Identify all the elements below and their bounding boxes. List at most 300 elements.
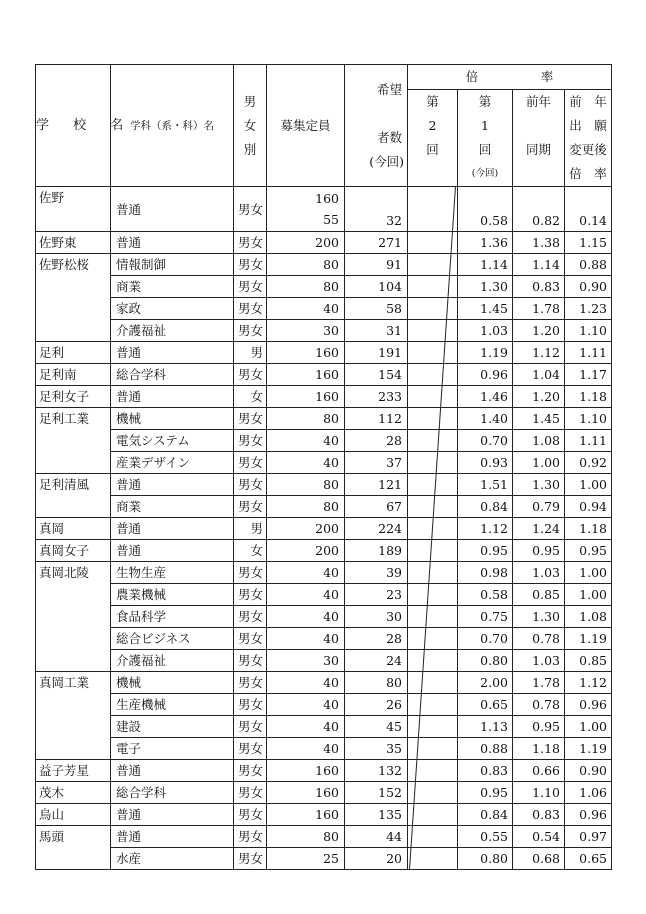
department-cell: 総合ビジネス bbox=[111, 628, 234, 650]
header-department: 学科（系・科）名 bbox=[111, 65, 234, 187]
prev-changed-cell: 0.90 bbox=[565, 760, 612, 782]
capacity-cell: 160 bbox=[267, 760, 345, 782]
prev-changed-cell: 0.65 bbox=[565, 848, 612, 870]
capacity-cell: 80 bbox=[267, 276, 345, 298]
round1-cell: 1.19 bbox=[458, 342, 513, 364]
table-row bbox=[36, 650, 612, 672]
applicants-cell: 152 bbox=[345, 782, 408, 804]
department-cell: 家政 bbox=[111, 298, 234, 320]
gender-cell: 男女 bbox=[234, 650, 267, 672]
department-cell: 商業 bbox=[111, 496, 234, 518]
round1-cell: 0.84 bbox=[458, 804, 513, 826]
capacity-cell: 160 bbox=[267, 342, 345, 364]
prev-changed-cell: 1.06 bbox=[565, 782, 612, 804]
prev-cell: 1.00 bbox=[513, 452, 565, 474]
capacity-cell: 80 bbox=[267, 254, 345, 276]
round2-ratio-cell bbox=[408, 364, 458, 386]
applicants-cell: 58 bbox=[345, 298, 408, 320]
round1-cell: 1.45 bbox=[458, 298, 513, 320]
capacity-cell: 200 bbox=[267, 232, 345, 254]
department-cell: 生産機械 bbox=[111, 694, 234, 716]
prev-cell: 1.03 bbox=[513, 650, 565, 672]
department-cell: 総合学科 bbox=[111, 364, 234, 386]
gender-cell: 男女 bbox=[234, 562, 267, 584]
department-cell: 電子 bbox=[111, 738, 234, 760]
table-row bbox=[36, 408, 612, 430]
prev-changed-cell: 1.19 bbox=[565, 738, 612, 760]
table-row bbox=[36, 430, 612, 452]
gender-cell: 女 bbox=[234, 540, 267, 562]
applicants-cell: 23 bbox=[345, 584, 408, 606]
prev-cell: 1.78 bbox=[513, 298, 565, 320]
capacity-cell: 80 bbox=[267, 826, 345, 848]
school-name-cell: 足利 bbox=[36, 342, 111, 364]
department-cell: 水産 bbox=[111, 848, 234, 870]
gender-cell: 男女 bbox=[234, 760, 267, 782]
gender-cell: 男女 bbox=[234, 496, 267, 518]
school-name-cell: 真岡北陵 bbox=[36, 562, 111, 672]
prev-changed-cell: 0.97 bbox=[565, 826, 612, 848]
round1-cell: 0.98 bbox=[458, 562, 513, 584]
department-cell: 生物生産 bbox=[111, 562, 234, 584]
capacity-cell: 30 bbox=[267, 320, 345, 342]
prev-cell: 1.38 bbox=[513, 232, 565, 254]
prev-cell: 1.03 bbox=[513, 562, 565, 584]
prev-cell: 1.45 bbox=[513, 408, 565, 430]
applicants-cell: 35 bbox=[345, 738, 408, 760]
round1-cell: 2.00 bbox=[458, 672, 513, 694]
department-cell: 機械 bbox=[111, 408, 234, 430]
round2-ratio-cell bbox=[408, 430, 458, 452]
round1-cell: 0.88 bbox=[458, 738, 513, 760]
capacity-value: 160 bbox=[315, 191, 339, 206]
gender-cell: 男女 bbox=[234, 320, 267, 342]
gender-cell: 男女 bbox=[234, 452, 267, 474]
school-name-cell: 益子芳星 bbox=[36, 760, 111, 782]
round2-ratio-cell bbox=[408, 628, 458, 650]
round2-ratio-cell bbox=[408, 738, 458, 760]
table-row bbox=[36, 254, 612, 276]
table-row bbox=[36, 694, 612, 716]
prev-changed-cell: 0.96 bbox=[565, 694, 612, 716]
table-row bbox=[36, 276, 612, 298]
table-row bbox=[36, 187, 612, 232]
capacity-cell: 200 bbox=[267, 518, 345, 540]
header-applicants: 希望 者数 (今回) bbox=[345, 65, 408, 187]
department-cell: 普通 bbox=[111, 540, 234, 562]
round2-ratio-cell bbox=[408, 518, 458, 540]
round2-ratio-cell bbox=[408, 320, 458, 342]
prev-cell: 1.18 bbox=[513, 738, 565, 760]
table-row bbox=[36, 232, 612, 254]
capacity-cell: 160 bbox=[267, 804, 345, 826]
school-name-cell: 足利工業 bbox=[36, 408, 111, 474]
prev-cell: 0.83 bbox=[513, 804, 565, 826]
round2-ratio-cell bbox=[408, 782, 458, 804]
prev-cell: 1.04 bbox=[513, 364, 565, 386]
table-row bbox=[36, 540, 612, 562]
prev-changed-cell: 1.19 bbox=[565, 628, 612, 650]
capacity-cell: 40 bbox=[267, 562, 345, 584]
prev-cell: 1.08 bbox=[513, 430, 565, 452]
header-gender: 男 女 別 bbox=[234, 65, 267, 187]
round1-cell: 1.03 bbox=[458, 320, 513, 342]
table-row bbox=[36, 672, 612, 694]
prev-cell: 1.30 bbox=[513, 474, 565, 496]
department-cell: 普通 bbox=[111, 804, 234, 826]
prev-changed-cell: 0.92 bbox=[565, 452, 612, 474]
prev-cell: 1.12 bbox=[513, 342, 565, 364]
round2-ratio-cell bbox=[408, 760, 458, 782]
department-cell: 普通 bbox=[111, 342, 234, 364]
prev-changed-cell: 1.11 bbox=[565, 430, 612, 452]
table-row bbox=[36, 364, 612, 386]
department-cell: 普通 bbox=[111, 518, 234, 540]
gender-cell: 男 bbox=[234, 342, 267, 364]
table-row bbox=[36, 386, 612, 408]
round1-cell: 1.46 bbox=[458, 386, 513, 408]
table-row bbox=[36, 760, 612, 782]
table-row bbox=[36, 738, 612, 760]
round2-ratio-cell bbox=[408, 187, 458, 232]
round1-cell: 0.65 bbox=[458, 694, 513, 716]
gender-cell: 男女 bbox=[234, 408, 267, 430]
school-name-cell: 真岡工業 bbox=[36, 672, 111, 760]
gender-cell: 男女 bbox=[234, 254, 267, 276]
capacity-value: 55 bbox=[323, 212, 339, 227]
applicants-cell: 112 bbox=[345, 408, 408, 430]
round2-ratio-cell bbox=[408, 474, 458, 496]
gender-cell: 男 bbox=[234, 518, 267, 540]
applicants-cell: 121 bbox=[345, 474, 408, 496]
capacity-cell: 160 bbox=[267, 386, 345, 408]
school-name-cell: 真岡 bbox=[36, 518, 111, 540]
header-prev-changed-ratio: 前 年 出 願 変更後 倍 率 bbox=[565, 90, 612, 187]
header-capacity: 募集定員 bbox=[267, 65, 345, 187]
round2-ratio-cell bbox=[408, 804, 458, 826]
applicants-cell: 233 bbox=[345, 386, 408, 408]
prev-changed-cell: 0.95 bbox=[565, 540, 612, 562]
department-cell: 普通 bbox=[111, 386, 234, 408]
department-cell: 普通 bbox=[111, 474, 234, 496]
table-row bbox=[36, 584, 612, 606]
prev-cell: 1.20 bbox=[513, 320, 565, 342]
table-row bbox=[36, 606, 612, 628]
prev-cell: 0.85 bbox=[513, 584, 565, 606]
gender-cell: 男女 bbox=[234, 364, 267, 386]
applicants-cell: 20 bbox=[345, 848, 408, 870]
round1-cell: 0.58 bbox=[458, 584, 513, 606]
table-row bbox=[36, 804, 612, 826]
capacity-cell bbox=[267, 187, 345, 232]
table-row bbox=[36, 452, 612, 474]
table-row bbox=[36, 496, 612, 518]
gender-cell: 男女 bbox=[234, 187, 267, 232]
application-ratio-table bbox=[35, 64, 612, 870]
school-name-cell: 烏山 bbox=[36, 804, 111, 826]
applicants-cell: 31 bbox=[345, 320, 408, 342]
applicants-cell: 271 bbox=[345, 232, 408, 254]
round1-cell: 0.95 bbox=[458, 540, 513, 562]
capacity-cell: 40 bbox=[267, 738, 345, 760]
prev-cell: 0.83 bbox=[513, 276, 565, 298]
applicants-cell: 191 bbox=[345, 342, 408, 364]
round1-cell: 0.55 bbox=[458, 826, 513, 848]
department-cell: 普通 bbox=[111, 826, 234, 848]
round2-ratio-cell bbox=[408, 826, 458, 848]
prev-changed-cell: 1.00 bbox=[565, 562, 612, 584]
header-school: 学 校 名 bbox=[36, 65, 111, 187]
capacity-cell: 40 bbox=[267, 716, 345, 738]
round2-ratio-cell bbox=[408, 408, 458, 430]
capacity-cell: 200 bbox=[267, 540, 345, 562]
table-row bbox=[36, 826, 612, 848]
round1-cell: 0.96 bbox=[458, 364, 513, 386]
header-round1: 第 1 回 (今回) bbox=[458, 90, 513, 187]
table-row bbox=[36, 342, 612, 364]
round2-ratio-cell bbox=[408, 342, 458, 364]
prev-changed-cell: 1.15 bbox=[565, 232, 612, 254]
capacity-cell: 25 bbox=[267, 848, 345, 870]
prev-cell: 0.78 bbox=[513, 628, 565, 650]
school-name-cell: 馬頭 bbox=[36, 826, 111, 870]
gender-cell: 男女 bbox=[234, 716, 267, 738]
department-cell: 総合学科 bbox=[111, 782, 234, 804]
prev-changed-cell: 1.17 bbox=[565, 364, 612, 386]
prev-changed-cell: 1.23 bbox=[565, 298, 612, 320]
prev-changed-cell: 0.96 bbox=[565, 804, 612, 826]
applicants-cell: 132 bbox=[345, 760, 408, 782]
applicants-cell: 189 bbox=[345, 540, 408, 562]
school-name-cell: 佐野東 bbox=[36, 232, 111, 254]
capacity-cell: 40 bbox=[267, 672, 345, 694]
prev-changed-cell: 0.90 bbox=[565, 276, 612, 298]
capacity-cell: 30 bbox=[267, 650, 345, 672]
prev-changed-cell: 1.08 bbox=[565, 606, 612, 628]
capacity-cell: 40 bbox=[267, 430, 345, 452]
round2-ratio-cell bbox=[408, 584, 458, 606]
prev-changed-cell: 0.85 bbox=[565, 650, 612, 672]
round2-ratio-cell bbox=[408, 386, 458, 408]
prev-changed-cell: 1.18 bbox=[565, 518, 612, 540]
school-name-cell: 足利南 bbox=[36, 364, 111, 386]
school-name-cell: 真岡女子 bbox=[36, 540, 111, 562]
round2-ratio-cell bbox=[408, 496, 458, 518]
table-row bbox=[36, 628, 612, 650]
department-cell: 普通 bbox=[111, 232, 234, 254]
table-body bbox=[36, 187, 612, 870]
gender-cell: 男女 bbox=[234, 584, 267, 606]
department-cell: 電気システム bbox=[111, 430, 234, 452]
applicants-cell: 80 bbox=[345, 672, 408, 694]
applicants-cell: 32 bbox=[345, 187, 408, 232]
gender-cell: 男女 bbox=[234, 672, 267, 694]
round2-ratio-cell bbox=[408, 232, 458, 254]
round1-cell: 0.70 bbox=[458, 628, 513, 650]
capacity-cell: 40 bbox=[267, 628, 345, 650]
prev-cell: 0.68 bbox=[513, 848, 565, 870]
round1-cell: 1.36 bbox=[458, 232, 513, 254]
prev-cell: 0.66 bbox=[513, 760, 565, 782]
applicants-cell: 45 bbox=[345, 716, 408, 738]
gender-cell: 男女 bbox=[234, 848, 267, 870]
prev-cell: 1.10 bbox=[513, 782, 565, 804]
table-row bbox=[36, 848, 612, 870]
applicants-cell: 24 bbox=[345, 650, 408, 672]
department-cell: 介護福祉 bbox=[111, 320, 234, 342]
prev-changed-cell: 1.10 bbox=[565, 408, 612, 430]
gender-cell: 男女 bbox=[234, 826, 267, 848]
round1-cell: 0.84 bbox=[458, 496, 513, 518]
table-row bbox=[36, 298, 612, 320]
gender-cell: 男女 bbox=[234, 276, 267, 298]
capacity-cell: 40 bbox=[267, 452, 345, 474]
capacity-cell: 40 bbox=[267, 606, 345, 628]
round2-ratio-cell bbox=[408, 694, 458, 716]
department-cell: 普通 bbox=[111, 760, 234, 782]
prev-cell: 0.79 bbox=[513, 496, 565, 518]
prev-changed-cell: 1.00 bbox=[565, 716, 612, 738]
round2-ratio-cell bbox=[408, 452, 458, 474]
prev-cell: 1.24 bbox=[513, 518, 565, 540]
prev-changed-cell: 0.94 bbox=[565, 496, 612, 518]
applicants-cell: 104 bbox=[345, 276, 408, 298]
prev-cell: 0.54 bbox=[513, 826, 565, 848]
round1-cell: 1.14 bbox=[458, 254, 513, 276]
table-row bbox=[36, 518, 612, 540]
applicants-cell: 135 bbox=[345, 804, 408, 826]
round1-cell: 1.51 bbox=[458, 474, 513, 496]
applicants-cell: 28 bbox=[345, 430, 408, 452]
department-cell: 商業 bbox=[111, 276, 234, 298]
round1-cell: 0.83 bbox=[458, 760, 513, 782]
prev-changed-cell: 1.12 bbox=[565, 672, 612, 694]
table-row bbox=[36, 716, 612, 738]
applicants-cell: 39 bbox=[345, 562, 408, 584]
department-cell: 建設 bbox=[111, 716, 234, 738]
prev-changed-cell: 0.14 bbox=[565, 187, 612, 232]
school-name-cell: 足利清風 bbox=[36, 474, 111, 518]
gender-cell: 男女 bbox=[234, 628, 267, 650]
round1-cell: 1.40 bbox=[458, 408, 513, 430]
prev-cell: 1.30 bbox=[513, 606, 565, 628]
gender-cell: 男女 bbox=[234, 782, 267, 804]
header-ratio-group: 倍 率 bbox=[408, 65, 612, 90]
gender-cell: 男女 bbox=[234, 430, 267, 452]
prev-cell: 1.78 bbox=[513, 672, 565, 694]
prev-cell: 0.78 bbox=[513, 694, 565, 716]
applicants-cell: 224 bbox=[345, 518, 408, 540]
table-row bbox=[36, 562, 612, 584]
prev-changed-cell: 1.11 bbox=[565, 342, 612, 364]
round2-ratio-cell bbox=[408, 848, 458, 870]
round2-ratio-cell bbox=[408, 298, 458, 320]
school-name-cell: 足利女子 bbox=[36, 386, 111, 408]
capacity-cell: 40 bbox=[267, 584, 345, 606]
gender-cell: 男女 bbox=[234, 606, 267, 628]
applicants-cell: 91 bbox=[345, 254, 408, 276]
round1-cell: 1.30 bbox=[458, 276, 513, 298]
department-cell: 産業デザイン bbox=[111, 452, 234, 474]
round1-cell: 0.58 bbox=[458, 187, 513, 232]
header-prev-same-period: 前年 同期 bbox=[513, 90, 565, 187]
department-cell: 農業機械 bbox=[111, 584, 234, 606]
capacity-cell: 80 bbox=[267, 474, 345, 496]
prev-changed-cell: 1.18 bbox=[565, 386, 612, 408]
school-name-cell: 佐野 bbox=[36, 187, 111, 232]
round2-ratio-cell bbox=[408, 716, 458, 738]
round1-cell: 1.12 bbox=[458, 518, 513, 540]
capacity-cell: 160 bbox=[267, 782, 345, 804]
capacity-cell: 40 bbox=[267, 298, 345, 320]
ratio-table-container bbox=[35, 64, 611, 870]
round2-ratio-cell bbox=[408, 672, 458, 694]
prev-cell: 0.82 bbox=[513, 187, 565, 232]
table-row bbox=[36, 474, 612, 496]
round2-ratio-cell bbox=[408, 254, 458, 276]
round1-cell: 1.13 bbox=[458, 716, 513, 738]
department-cell: 食品科学 bbox=[111, 606, 234, 628]
round1-cell: 0.95 bbox=[458, 782, 513, 804]
school-name-cell: 佐野松桜 bbox=[36, 254, 111, 342]
prev-cell: 1.14 bbox=[513, 254, 565, 276]
applicants-cell: 37 bbox=[345, 452, 408, 474]
round1-cell: 0.75 bbox=[458, 606, 513, 628]
department-cell: 情報制御 bbox=[111, 254, 234, 276]
round1-cell: 0.80 bbox=[458, 650, 513, 672]
gender-cell: 男女 bbox=[234, 804, 267, 826]
capacity-cell: 80 bbox=[267, 496, 345, 518]
department-cell: 介護福祉 bbox=[111, 650, 234, 672]
applicants-cell: 28 bbox=[345, 628, 408, 650]
prev-changed-cell: 1.10 bbox=[565, 320, 612, 342]
capacity-cell: 160 bbox=[267, 364, 345, 386]
applicants-cell: 44 bbox=[345, 826, 408, 848]
gender-cell: 男女 bbox=[234, 298, 267, 320]
round2-ratio-cell bbox=[408, 606, 458, 628]
prev-cell: 0.95 bbox=[513, 716, 565, 738]
department-cell: 機械 bbox=[111, 672, 234, 694]
prev-cell: 1.20 bbox=[513, 386, 565, 408]
capacity-cell: 80 bbox=[267, 408, 345, 430]
prev-changed-cell: 1.00 bbox=[565, 474, 612, 496]
gender-cell: 男女 bbox=[234, 738, 267, 760]
applicants-cell: 26 bbox=[345, 694, 408, 716]
gender-cell: 男女 bbox=[234, 232, 267, 254]
prev-changed-cell: 1.00 bbox=[565, 584, 612, 606]
applicants-cell: 30 bbox=[345, 606, 408, 628]
applicants-cell: 67 bbox=[345, 496, 408, 518]
round1-cell: 0.70 bbox=[458, 430, 513, 452]
table-row bbox=[36, 782, 612, 804]
round2-ratio-cell bbox=[408, 540, 458, 562]
prev-cell: 0.95 bbox=[513, 540, 565, 562]
prev-changed-cell: 0.88 bbox=[565, 254, 612, 276]
school-name-cell: 茂木 bbox=[36, 782, 111, 804]
round1-cell: 0.80 bbox=[458, 848, 513, 870]
department-cell: 普通 bbox=[111, 187, 234, 232]
table-row bbox=[36, 320, 612, 342]
round2-ratio-cell bbox=[408, 562, 458, 584]
gender-cell: 男女 bbox=[234, 474, 267, 496]
gender-cell: 男女 bbox=[234, 694, 267, 716]
gender-cell: 女 bbox=[234, 386, 267, 408]
round2-ratio-cell bbox=[408, 276, 458, 298]
capacity-cell: 40 bbox=[267, 694, 345, 716]
applicants-cell: 154 bbox=[345, 364, 408, 386]
round1-cell: 0.93 bbox=[458, 452, 513, 474]
header-round2: 第 2 回 bbox=[408, 90, 458, 187]
